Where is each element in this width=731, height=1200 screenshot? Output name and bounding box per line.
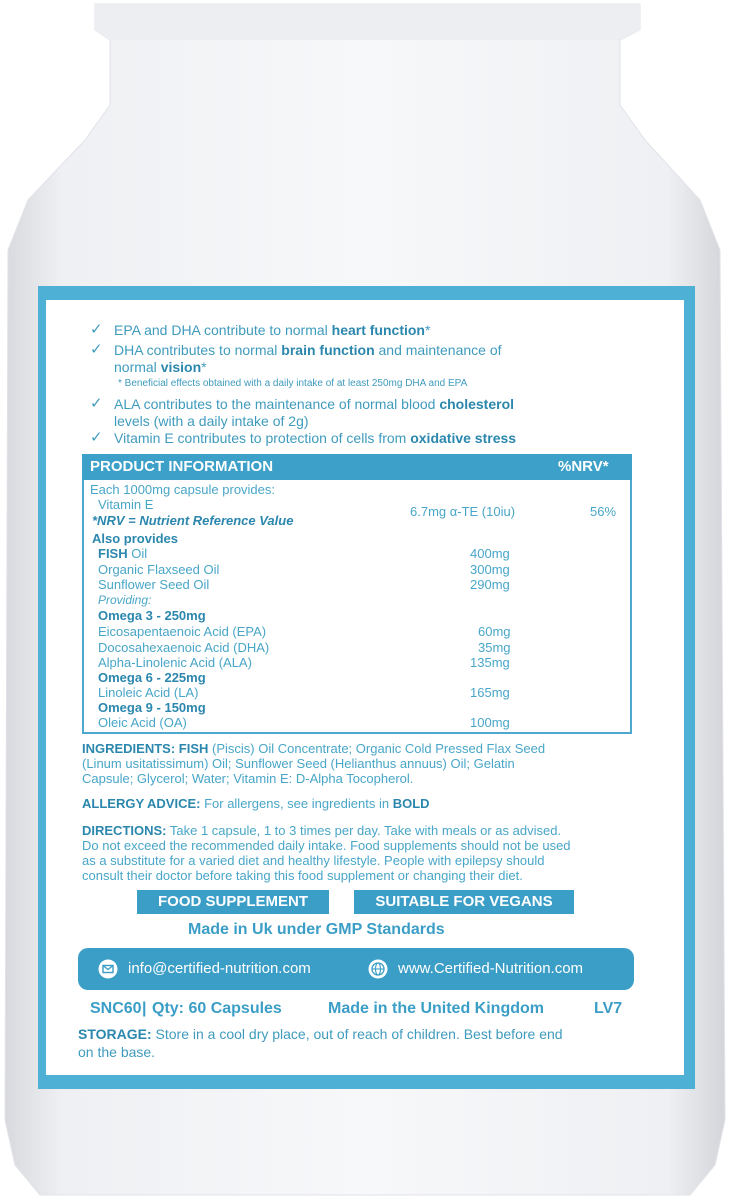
vitamin-e-label: Vitamin E: [98, 497, 154, 512]
ala-amount: 135mg: [470, 655, 510, 670]
ingredients-line1: INGREDIENTS: FISH (Piscis) Oil Concentrate; Organic Cold Pressed Flax Seed: [82, 741, 546, 756]
vitamin-e-nrv: 56%: [590, 504, 617, 519]
omega6-label: Omega 6 - 225mg: [98, 670, 206, 685]
fish-oil-amount: 400mg: [470, 546, 510, 561]
product-code: SNC60: [90, 1000, 142, 1017]
claim-brain-cont: normal vision*: [114, 359, 207, 375]
check-icon: ✓: [90, 341, 103, 358]
ingredients-line3: Capsule; Glycerol; Water; Vitamin E: D-Alpha Tocopherol.: [82, 771, 414, 786]
providing-label: Providing:: [98, 593, 152, 607]
directions-line2: Do not exceed the recommended daily intake. Food supplements should not be used: [82, 838, 571, 853]
nrv-note: *NRV = Nutrient Reference Value: [92, 513, 294, 528]
check-icon: ✓: [90, 321, 103, 338]
omega3-label: Omega 3 - 250mg: [98, 608, 206, 623]
la-amount: 165mg: [470, 685, 510, 700]
each-capsule: Each 1000mg capsule provides:: [90, 482, 276, 497]
fish-oil-label: FISH Oil: [98, 546, 148, 561]
claim-brain: DHA contributes to normal brain function and maintenance of: [114, 342, 502, 358]
quantity: Qty: 60 Capsules: [152, 1000, 282, 1017]
sunflower-amount: 290mg: [470, 577, 510, 592]
vegan-badge: SUITABLE FOR VEGANS: [354, 890, 574, 914]
ingredients-line2: (Linum usitatissimum) Oil; Sunflower Seed (Helianthus annuus) Oil; Gelatin: [82, 756, 515, 771]
ala-label: Alpha-Linolenic Acid (ALA): [98, 655, 252, 670]
claim-vitamin-e: Vitamin E contributes to protection of cells from oxidative stress: [114, 430, 517, 446]
made-in: Made in the United Kingdom: [328, 1000, 544, 1017]
directions-line3: as a substitute for a varied diet and healthy lifestyle. People with epilepsy should: [82, 853, 545, 868]
sunflower-label: Sunflower Seed Oil: [98, 577, 210, 592]
claim-footnote: * Beneficial effects obtained with a daily intake of at least 250mg DHA and EPA: [118, 378, 468, 389]
email-link[interactable]: info@certified-nutrition.com: [128, 960, 311, 977]
flax-label: Organic Flaxseed Oil: [98, 562, 220, 577]
la-label: Linoleic Acid (LA): [98, 685, 199, 700]
food-supplement-badge: FOOD SUPPLEMENT: [137, 890, 329, 914]
allergy-advice: ALLERGY ADVICE: For allergens, see ingredients in BOLD: [82, 796, 430, 811]
claim-ala: ALA contributes to the maintenance of normal blood cholesterol: [114, 396, 515, 412]
vitamin-e-amount: 6.7mg α-TE (10iu): [410, 504, 516, 519]
check-icon: ✓: [90, 395, 103, 412]
claim-ala-cont: levels (with a daily intake of 2g): [114, 413, 309, 429]
also-provides: Also provides: [92, 531, 178, 546]
globe-icon: [368, 959, 388, 979]
directions-line1: DIRECTIONS: Take 1 capsule, 1 to 3 times per day. Take with meals or as advised.: [82, 823, 562, 838]
oa-amount: 100mg: [470, 715, 510, 730]
check-icon: ✓: [90, 429, 103, 446]
omega9-label: Omega 9 - 150mg: [98, 700, 206, 715]
dha-label: Docosahexaenoic Acid (DHA): [98, 640, 270, 655]
oa-label: Oleic Acid (OA): [98, 715, 187, 730]
epa-label: Eicosapentaenoic Acid (EPA): [98, 624, 267, 639]
storage-line2: on the base.: [78, 1044, 156, 1060]
flax-amount: 300mg: [470, 562, 510, 577]
meta-separator: |: [142, 1000, 147, 1017]
nrv-header: %NRV*: [558, 458, 609, 475]
storage-line1: STORAGE: Store in a cool dry place, out of reach of children. Best before end: [78, 1026, 563, 1042]
website-link[interactable]: www.Certified-Nutrition.com: [398, 960, 584, 977]
directions-line4: consult their doctor before taking this food supplement or changing their diet.: [82, 868, 523, 883]
product-info-title: PRODUCT INFORMATION: [90, 458, 274, 475]
claim-heart: EPA and DHA contribute to normal heart function*: [114, 322, 431, 338]
gmp-statement: Made in Uk under GMP Standards: [188, 921, 445, 938]
dha-amount: 35mg: [478, 640, 511, 655]
lot-code: LV7: [594, 1000, 623, 1017]
epa-amount: 60mg: [478, 624, 511, 639]
email-icon: [98, 959, 118, 979]
